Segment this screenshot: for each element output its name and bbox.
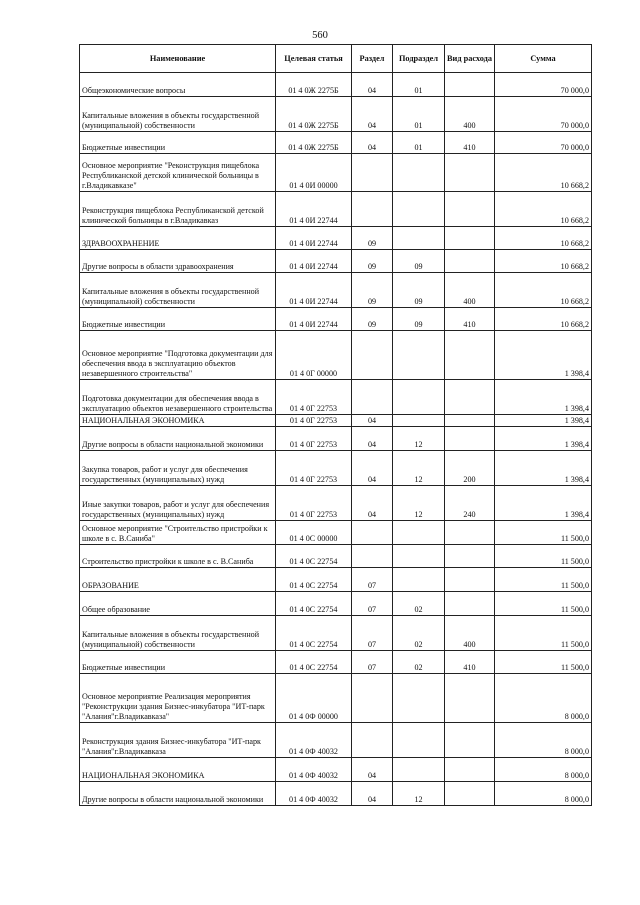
cell-target: 01 4 0Г 22753 bbox=[276, 451, 352, 486]
cell-sum: 11 500,0 bbox=[495, 521, 592, 545]
cell-expense-type: 400 bbox=[445, 616, 495, 651]
cell-sum: 11 500,0 bbox=[495, 592, 592, 616]
cell-subsection bbox=[393, 758, 445, 782]
cell-target: 01 4 0И 22744 bbox=[276, 308, 352, 331]
table-row bbox=[80, 154, 592, 192]
table-body bbox=[80, 73, 592, 806]
cell-name: Реконструкция пищеблока Республиканской детской клинической больницы в г.Владикавказ bbox=[80, 192, 276, 227]
cell-subsection: 01 bbox=[393, 132, 445, 154]
cell-name: Капитальные вложения в объекты государственной (муниципальной) собственности bbox=[80, 616, 276, 651]
cell-sum: 1 398,4 bbox=[495, 380, 592, 415]
cell-target: 01 4 0Ж 2275Б bbox=[276, 132, 352, 154]
cell-sum: 1 398,4 bbox=[495, 486, 592, 521]
cell-sum: 1 398,4 bbox=[495, 415, 592, 427]
cell-subsection bbox=[393, 154, 445, 192]
cell-expense-type bbox=[445, 545, 495, 568]
cell-subsection bbox=[393, 415, 445, 427]
table-row bbox=[80, 451, 592, 486]
header-sum: Сумма bbox=[495, 45, 592, 73]
cell-name: Строительство пристройки к школе в с. В.Саниба bbox=[80, 545, 276, 568]
cell-sum: 11 500,0 bbox=[495, 568, 592, 592]
table-row bbox=[80, 427, 592, 451]
table-row bbox=[80, 331, 592, 380]
cell-sum: 8 000,0 bbox=[495, 758, 592, 782]
table-row bbox=[80, 616, 592, 651]
table-row bbox=[80, 227, 592, 250]
cell-name: Закупка товаров, работ и услуг для обеспечения государственных (муниципальных) нужд bbox=[80, 451, 276, 486]
cell-subsection: 02 bbox=[393, 651, 445, 674]
cell-target: 01 4 0С 22754 bbox=[276, 568, 352, 592]
cell-sum: 8 000,0 bbox=[495, 723, 592, 758]
cell-sum: 10 668,2 bbox=[495, 154, 592, 192]
cell-section: 07 bbox=[352, 651, 393, 674]
cell-sum: 10 668,2 bbox=[495, 273, 592, 308]
cell-expense-type bbox=[445, 758, 495, 782]
cell-sum: 70 000,0 bbox=[495, 73, 592, 97]
cell-target: 01 4 0И 22744 bbox=[276, 227, 352, 250]
cell-subsection bbox=[393, 227, 445, 250]
cell-expense-type: 400 bbox=[445, 97, 495, 132]
table-row bbox=[80, 250, 592, 273]
cell-section: 04 bbox=[352, 782, 393, 806]
cell-name: Капитальные вложения в объекты государственной (муниципальной) собственности bbox=[80, 97, 276, 132]
cell-target: 01 4 0И 22744 bbox=[276, 250, 352, 273]
cell-sum: 10 668,2 bbox=[495, 227, 592, 250]
cell-target: 01 4 0Г 22753 bbox=[276, 415, 352, 427]
cell-expense-type bbox=[445, 380, 495, 415]
cell-name: Реконструкция здания Бизнес-инкубатора "ИТ-парк "Алания"г.Владикавказа bbox=[80, 723, 276, 758]
cell-section: 07 bbox=[352, 616, 393, 651]
table-row bbox=[80, 415, 592, 427]
cell-expense-type bbox=[445, 782, 495, 806]
cell-section bbox=[352, 331, 393, 380]
cell-expense-type bbox=[445, 192, 495, 227]
cell-name: Другие вопросы в области национальной экономики bbox=[80, 782, 276, 806]
cell-target: 01 4 0Г 22753 bbox=[276, 427, 352, 451]
cell-target: 01 4 0Ф 00000 bbox=[276, 674, 352, 723]
cell-expense-type bbox=[445, 415, 495, 427]
cell-name: Подготовка документации для обеспечения ввода в эксплуатацию объектов незавершенного строительства bbox=[80, 380, 276, 415]
cell-subsection bbox=[393, 380, 445, 415]
cell-expense-type bbox=[445, 250, 495, 273]
cell-subsection: 09 bbox=[393, 308, 445, 331]
cell-section: 04 bbox=[352, 758, 393, 782]
cell-expense-type: 200 bbox=[445, 451, 495, 486]
cell-section: 09 bbox=[352, 273, 393, 308]
cell-subsection: 09 bbox=[393, 273, 445, 308]
table-row bbox=[80, 758, 592, 782]
table-row bbox=[80, 73, 592, 97]
cell-sum: 10 668,2 bbox=[495, 250, 592, 273]
cell-sum: 1 398,4 bbox=[495, 451, 592, 486]
cell-target: 01 4 0С 22754 bbox=[276, 592, 352, 616]
cell-target: 01 4 0Г 00000 bbox=[276, 331, 352, 380]
cell-sum: 1 398,4 bbox=[495, 331, 592, 380]
cell-section: 09 bbox=[352, 250, 393, 273]
cell-target: 01 4 0Ф 40032 bbox=[276, 782, 352, 806]
cell-expense-type: 410 bbox=[445, 651, 495, 674]
cell-target: 01 4 0Ф 40032 bbox=[276, 758, 352, 782]
cell-target: 01 4 0Г 22753 bbox=[276, 380, 352, 415]
cell-sum: 11 500,0 bbox=[495, 651, 592, 674]
cell-subsection: 12 bbox=[393, 427, 445, 451]
table-row bbox=[80, 592, 592, 616]
cell-name: Бюджетные инвестиции bbox=[80, 651, 276, 674]
cell-target: 01 4 0И 00000 bbox=[276, 154, 352, 192]
cell-name: ЗДРАВООХРАНЕНИЕ bbox=[80, 227, 276, 250]
header-section: Раздел bbox=[352, 45, 393, 73]
cell-target: 01 4 0С 22754 bbox=[276, 545, 352, 568]
table-row bbox=[80, 132, 592, 154]
page-number: 560 bbox=[312, 30, 328, 41]
cell-subsection: 09 bbox=[393, 250, 445, 273]
table-row bbox=[80, 782, 592, 806]
table-row bbox=[80, 674, 592, 723]
cell-sum: 8 000,0 bbox=[495, 674, 592, 723]
cell-expense-type: 240 bbox=[445, 486, 495, 521]
cell-name: Другие вопросы в области национальной экономики bbox=[80, 427, 276, 451]
table-header-row bbox=[80, 45, 592, 73]
cell-expense-type bbox=[445, 592, 495, 616]
cell-subsection: 01 bbox=[393, 73, 445, 97]
cell-subsection: 12 bbox=[393, 782, 445, 806]
cell-subsection: 12 bbox=[393, 451, 445, 486]
cell-section bbox=[352, 545, 393, 568]
cell-target: 01 4 0Г 22753 bbox=[276, 486, 352, 521]
cell-name: Бюджетные инвестиции bbox=[80, 132, 276, 154]
cell-sum: 11 500,0 bbox=[495, 545, 592, 568]
table-row bbox=[80, 521, 592, 545]
cell-section bbox=[352, 723, 393, 758]
cell-name: НАЦИОНАЛЬНАЯ ЭКОНОМИКА bbox=[80, 758, 276, 782]
cell-sum: 8 000,0 bbox=[495, 782, 592, 806]
cell-target: 01 4 0С 22754 bbox=[276, 616, 352, 651]
table-row bbox=[80, 97, 592, 132]
cell-sum: 10 668,2 bbox=[495, 192, 592, 227]
cell-subsection: 02 bbox=[393, 592, 445, 616]
cell-name: Иные закупки товаров, работ и услуг для обеспечения государственных (муниципальных) нужд bbox=[80, 486, 276, 521]
cell-expense-type bbox=[445, 154, 495, 192]
cell-expense-type bbox=[445, 568, 495, 592]
cell-expense-type bbox=[445, 227, 495, 250]
cell-name: Другие вопросы в области здравоохранения bbox=[80, 250, 276, 273]
cell-subsection bbox=[393, 674, 445, 723]
cell-sum: 1 398,4 bbox=[495, 427, 592, 451]
table-row bbox=[80, 308, 592, 331]
cell-expense-type: 400 bbox=[445, 273, 495, 308]
table-row bbox=[80, 651, 592, 674]
cell-expense-type: 410 bbox=[445, 308, 495, 331]
table-row bbox=[80, 192, 592, 227]
table-row bbox=[80, 723, 592, 758]
cell-section: 09 bbox=[352, 308, 393, 331]
cell-section bbox=[352, 380, 393, 415]
cell-name: Основное мероприятие "Подготовка документации для обеспечения ввода в эксплуатацию объектов незавершенного строительства" bbox=[80, 331, 276, 380]
cell-subsection bbox=[393, 545, 445, 568]
cell-name: Капитальные вложения в объекты государственной (муниципальной) собственности bbox=[80, 273, 276, 308]
table-row bbox=[80, 486, 592, 521]
cell-name: НАЦИОНАЛЬНАЯ ЭКОНОМИКА bbox=[80, 415, 276, 427]
cell-section: 04 bbox=[352, 415, 393, 427]
cell-section: 07 bbox=[352, 568, 393, 592]
cell-target: 01 4 0Ж 2275Б bbox=[276, 97, 352, 132]
cell-section: 04 bbox=[352, 427, 393, 451]
cell-target: 01 4 0И 22744 bbox=[276, 273, 352, 308]
cell-name: Бюджетные инвестиции bbox=[80, 308, 276, 331]
cell-section: 04 bbox=[352, 97, 393, 132]
cell-subsection: 12 bbox=[393, 486, 445, 521]
cell-section: 09 bbox=[352, 227, 393, 250]
header-name: Наименование bbox=[80, 45, 276, 73]
cell-section bbox=[352, 674, 393, 723]
table-row bbox=[80, 380, 592, 415]
header-target: Целевая статья bbox=[276, 45, 352, 73]
cell-subsection bbox=[393, 723, 445, 758]
cell-target: 01 4 0И 22744 bbox=[276, 192, 352, 227]
cell-sum: 70 000,0 bbox=[495, 132, 592, 154]
cell-target: 01 4 0Ф 40032 bbox=[276, 723, 352, 758]
cell-expense-type bbox=[445, 674, 495, 723]
cell-sum: 11 500,0 bbox=[495, 616, 592, 651]
cell-name: ОБРАЗОВАНИЕ bbox=[80, 568, 276, 592]
cell-subsection bbox=[393, 568, 445, 592]
cell-name: Основное мероприятие "Реконструкция пищеблока Республиканской детской клинической больницы в г.Владикавказе" bbox=[80, 154, 276, 192]
cell-subsection bbox=[393, 331, 445, 380]
header-subsection: Подраздел bbox=[393, 45, 445, 73]
cell-section: 04 bbox=[352, 132, 393, 154]
cell-subsection bbox=[393, 192, 445, 227]
budget-table bbox=[79, 44, 592, 806]
cell-subsection: 01 bbox=[393, 97, 445, 132]
cell-expense-type bbox=[445, 427, 495, 451]
cell-expense-type bbox=[445, 73, 495, 97]
cell-expense-type: 410 bbox=[445, 132, 495, 154]
cell-section bbox=[352, 192, 393, 227]
header-expense-type: Вид расхода bbox=[445, 45, 495, 73]
cell-section: 04 bbox=[352, 451, 393, 486]
table-row bbox=[80, 545, 592, 568]
cell-name: Общеэкономические вопросы bbox=[80, 73, 276, 97]
cell-expense-type bbox=[445, 723, 495, 758]
cell-subsection: 02 bbox=[393, 616, 445, 651]
cell-sum: 10 668,2 bbox=[495, 308, 592, 331]
cell-target: 01 4 0Ж 2275Б bbox=[276, 73, 352, 97]
cell-expense-type bbox=[445, 331, 495, 380]
cell-subsection bbox=[393, 521, 445, 545]
cell-name: Общее образование bbox=[80, 592, 276, 616]
cell-target: 01 4 0С 00000 bbox=[276, 521, 352, 545]
cell-section bbox=[352, 154, 393, 192]
cell-section bbox=[352, 521, 393, 545]
table-row bbox=[80, 273, 592, 308]
cell-target: 01 4 0С 22754 bbox=[276, 651, 352, 674]
cell-sum: 70 000,0 bbox=[495, 97, 592, 132]
cell-name: Основное мероприятие Реализация мероприятия "Реконструкции здания Бизнес-инкубатора "ИТ-парк "Алания"г.Владикавказа" bbox=[80, 674, 276, 723]
cell-section: 07 bbox=[352, 592, 393, 616]
cell-name: Основное мероприятие "Строительство пристройки к школе в с. В.Саниба" bbox=[80, 521, 276, 545]
cell-section: 04 bbox=[352, 486, 393, 521]
cell-section: 04 bbox=[352, 73, 393, 97]
table-row bbox=[80, 568, 592, 592]
cell-expense-type bbox=[445, 521, 495, 545]
